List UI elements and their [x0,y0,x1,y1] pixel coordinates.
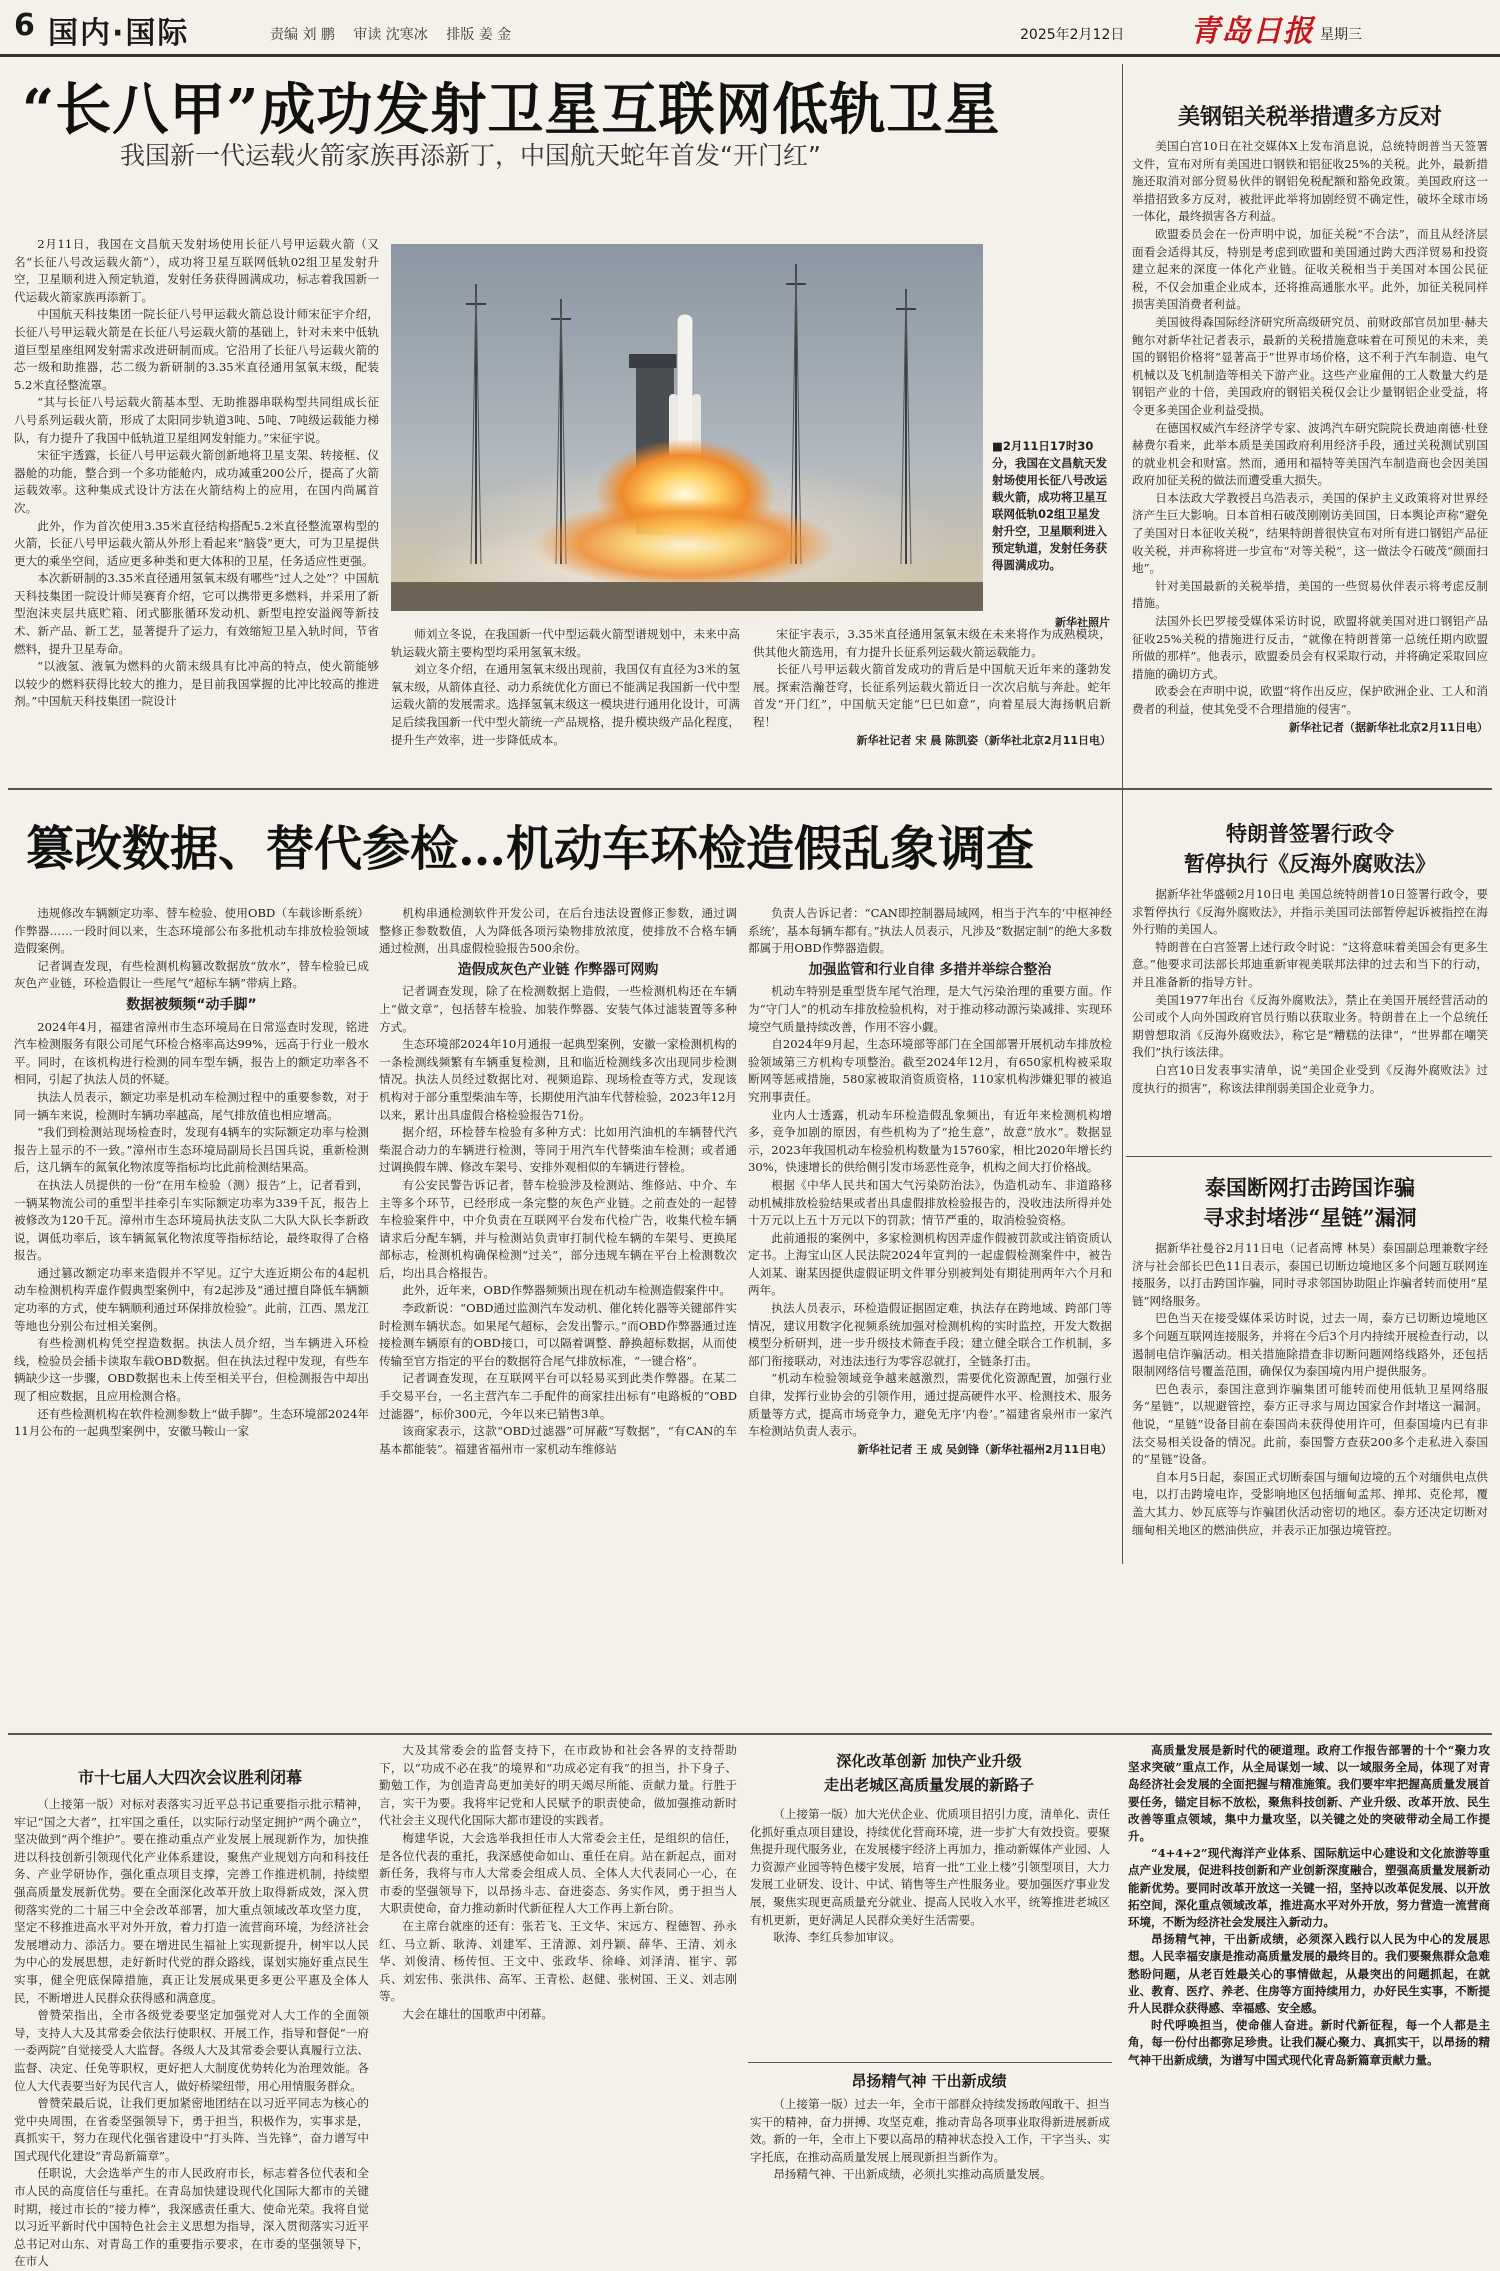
paragraph: 执法人员表示，额定功率是机动车检测过程中的重要参数，对于同一辆车来说，检测时车辆功率越高，尾气排放值也相应增高。 [14,1089,369,1122]
lead-column-3 [753,626,1111,776]
paragraph: 美国彼得森国际经济研究所高级研究员、前财政部官员加里·赫夫鲍尔对新华社记者表示，最新的关税措施意味着在可预见的未来，美国的钢铝价格将“显著高于”世界市场价格，这不利于汽车制造、电气机械以及飞机制造等相关下游产业。这些产业雇佣的工人数量大约是钢铝产业的十倍，美国政府的钢铝关税仅会让少量钢铝企业受益，将令更多美国企业利益受损。 [1132,314,1488,417]
paragraph: “4+4+2”现代海洋产业体系、国际航运中心建设和文化旅游等重点产业发展，促进科技创新和产业创新深度融合，塑强高质量发展新动能新优势。要同时改革开放这一关键一招，坚持以改革促发展、以开放拓空间，深化重点领域改革，推进高水平对外开放，努力营造一流营商环境，不断为经济社会发展注入新动力。 [1128,1846,1490,1930]
editor: 责编 刘 鹏 [270,27,335,43]
paragraph: 本次新研制的3.35米直径通用氢氧末级有哪些“过人之处”？中国航天科技集团一院设计师吴赛育介绍，它可以携带更多燃料，并采用了新型泡沫夹层共底贮箱、闭式膨胀循环发动机、新型电控安溢阀等新技术、新产品、新工艺，显著提升了运力，有效缩短卫星入轨时间，节省燃料，提升卫星寿命。 [14,571,379,656]
lead-headline: “长八甲”成功发射卫星互联网低轨卫星 [22,77,1001,143]
fcpa-headline-1: 特朗普签署行政令 [1226,821,1394,846]
congress-column-1 [14,1796,369,2269]
paragraph: 自本月5日起，泰国正式切断泰国与缅甸边境的五个对缅供电点供电，以打击跨境电诈，受影响地区包括缅甸孟邦、掸邦、克伦邦，覆盖大其力、妙瓦底等与诈骗团伙活动密切的地区。泰方还决定切断对缅甸相关地区的燃油供应，并表示正加强边境管控。 [1132,1469,1488,1537]
fcpa-headline-2: 暂停执行《反海外腐败法》 [1184,851,1436,876]
section-divider [8,1733,1492,1735]
paragraph: 此外，作为首次使用3.35米直径结构搭配5.2米直径整流罩构型的火箭，长征八号甲运载火箭从外形上看起来“脑袋”更大，可为卫星提供更大的乘坐空间，适应更多种类和更大体积的卫星，任务适应性更强。 [14,518,379,568]
paragraph: 执法人员表示，环检造假证据固定难，执法存在跨地域、跨部门等情况，建议用数字化视频系统加强对检测机构的实时监控，开发大数据模型分析研判，进一步升级技术筛查手段；建立健全联合工作机制，多部门衔接联动，对违法违行为零容忍就打，全链条打击。 [748,1301,1112,1368]
paragraph: “以液氢、液氧为燃料的火箭末级具有比冲高的特点，使火箭能够以较少的燃料获得比较大的推力，是目前我国掌握的比冲比较高的推进剂。”中国航天科技集团一院设计 [14,659,379,709]
reform-headline-1: 深化改革创新 加快产业升级 [836,1752,1022,1770]
paragraph: 刘立冬介绍，在通用氢氧末级出现前，我国仅有直径为3米的氢氧末级，从箭体直径、动力系统优化方面已不能满足我国新一代中型运载火箭的发展需求。选择氢氧末级这一模块进行通用化设计，可满足后续我国新一代中型火箭统一产品规格，提升模块级产品化程度，提升生产效率，进一步降低成本。 [391,662,740,747]
lead-column-2 [391,626,740,774]
congress-headline: 市十七届人大四次会议胜利闭幕 [77,1768,302,1787]
paragraph: 大会在雄壮的国歌声中闭幕。 [402,2006,553,2021]
paragraph: “我们到检测站现场检查时，发现有4辆车的实际额定功率与检测报告上显示的不一致。”漳州市生态环境局副局长吕国兵说，重新检测后，这几辆车的氮氧化物浓度等指标均比此前检测结果高。 [14,1125,369,1175]
column-divider [1122,64,1123,1564]
subheading: 加强监管和行业自律 多措并举综合整治 [808,961,1052,978]
photo-caption: ■2月11日17时30分，我国在文昌航天发射场使用长征八号改运载火箭，成功将卫星互联网低轨02组卫星发射升空，卫星顺利进入预定轨道，发射任务获得圆满成功。 [992,439,1107,572]
fcpa-article [1132,886,1488,1148]
paragraph: 在主席台就座的还有：张若飞、王文华、宋远方、程德智、孙永红、马立新、耿涛、刘建军、王清源、刘丹颖、薛华、王清、刘永华、刘俊清、杨传恒、王文中、张政华、徐峰、刘泽清、崔宇、郭兵、刘宏伟、张洪伟、高军、王青松、赵健、张树国、王义、刘志刚等。 [379,1918,737,2004]
tariff-article [1132,138,1488,780]
paragraph: 曾赞荣最后说，让我们更加紧密地团结在以习近平同志为核心的党中央周围，在省委坚强领导下，勇于担当，积极作为，实事求是，真抓实干，努力在现代化强省建设中“打头阵、当先锋”，奋力谱写中国式现代化建设“青岛新篇章”。 [14,2096,369,2163]
paragraph: 据新华社华盛顿2月10日电 美国总统特朗普10日签署行政令，要求暂停执行《反海外腐败法》，并指示美国司法部暂停起诉被指控在海外行贿的美国人。 [1132,887,1488,937]
thai-headline-1: 泰国断网打击跨国诈骗 [1205,1175,1415,1200]
paragraph: 法国外长巴罗接受媒体采访时说，欧盟将就美国对进口钢铝产品征收25%关税的措施进行反击，“就像在特朗普第一总统任期内欧盟所做的那样”。他表示，欧盟委员会有权采取行动，并将确定采取回应措施的确切方式。 [1132,614,1488,681]
commentary-column [1128,1742,1490,2168]
paragraph: 自2024年9月起，生态环境部等部门在全国部署开展机动车排放检验领域第三方机构专项整治。截至2024年12月，有650家机构被采取断网等惩戒措施，580家被取消资质资格，110家机构涉嫌犯罪的被追究刑事责任。 [748,1037,1112,1104]
paragraph: 违规修改车辆额定功率、替车检验、使用OBD（车载诊断系统）作弊器……一段时间以来，生态环境部公布多批机动车排放检验领域造假案例。 [14,906,369,956]
section-divider [748,2062,1112,2063]
subheading: 数据被频频“动手脚” [126,996,257,1013]
paragraph: 负责人告诉记者：“CAN即控制器局域网，相当于汽车的‘中枢神经系统’，基本每辆车都有。”执法人员表示，凡涉及“数据定制”的绝大多数都属于用OBD作弊器造假。 [748,906,1112,956]
paragraph: 梅建华说，大会选举我担任市人大常委会主任，是组织的信任，是各位代表的重托，我深感使命如山、重任在肩。站在新起点，面对新任务，我将与市人大常委会组成人员、全体人大代表同心一心，在市委的坚强领导下，以昂扬斗志、奋进姿态、务实作风，勇于担当人大职责使命，奋力推动新时代新征程人大工作再上新台阶。 [379,1830,737,1916]
masthead-logo: 青岛日报 [1190,14,1314,49]
byline: 新华社记者 王 成 吴剑锋（新华社福州2月11日电） [857,1442,1112,1456]
paragraph: 巴色当天在接受媒体采访时说，过去一周，泰方已切断边境地区多个问题互联网连接服务，并将在今后3个月内持续开展检查行动，以遏制电信诈骗活动。相关措施除措查非切断问题网络线路外，还包括限制网络信号覆盖范围，确保仅为泰国境内用户提供服务。 [1132,1311,1488,1379]
byline: 新华社记者（据新华社北京2月11日电） [1289,720,1488,734]
mid-column-2 [379,905,737,1727]
paragraph: 大及其常委会的监督支持下，在市政协和社会各界的支持帮助下，以“功成不必在我”的境界和“功成必定有我”的担当，扑下身子、勤勉工作，为创造青岛更加美好的明天竭尽所能、贡献力量。行胜于言，实干为要。我将牢记党和人民赋予的职责使命，做加强推动新时代社会主义现代化国际大都市建设的实践者。 [379,1743,737,1828]
paragraph: 根据《中华人民共和国大气污染防治法》，伪造机动车、非道路移动机械排放检验结果或者出具虚假排放检验报告的，没收违法所得并处十万元以上五十万元以下的罚款；情节严重的，取消检验资格。 [748,1177,1112,1228]
paragraph: 有些检测机构凭空捏造数据。执法人员介绍，当车辆进入环检线，检验员会插卡读取车载OBD数据。但在执法过程中发现，有些车辆缺少这一步骤，OBD数据也未上传至相关平台，但检测报告中却出现了相应数据，且应用检测合格。 [14,1336,369,1404]
paragraph: 2月11日，我国在文昌航天发射场使用长征八号甲运载火箭（又名“长征八号改运载火箭”），成功将卫星互联网低轨02组卫星发射升空，卫星顺利进入预定轨道，发射任务获得圆满成功，标志着我国新一代运载火箭家族再添新丁。 [14,237,379,304]
paragraph: 还有些检测机构在软件检测参数上“做手脚”。生态环境部2024年11月公布的一起典型案例中，安徽马鞍山一家 [14,1406,369,1439]
paragraph: 宋征宇透露，长征八号甲运载火箭创新地将卫星支架、转接框、仪器舱的功能，整合到一个多功能舱内，成功减重200公斤，提高了火箭运载效率。这种集成式设计方法在火箭结构上的应用，在国内尚属首次。 [14,448,379,515]
paragraph: 高质量发展是新时代的硬道理。政府工作报告部署的十个“聚力攻坚求突破”重点工作，从全局谋划一域、以一域服务全局，体现了对青岛经济社会发展的全面把握与精准施策。我们要牢牢把握高质量发展首要任务，锚定目标不放松，聚焦科技创新、产业升级、改革开放、民生改善等重点领域，集中力量攻坚，以关键之处的突破带动全局工作提升。 [1128,1743,1490,1844]
paragraph: 长征八号甲运载火箭首发成功的背后是中国航天近年来的蓬勃发展。探索浩瀚苍穹，长征系列运载火箭近日一次次启航与奔赴。蛇年首发“开门红”，中国航天定能“巳巳如意”，向着星辰大海扬帆启新程！ [753,662,1111,729]
photo-credit: 新华社照片 [1055,616,1110,629]
paragraph: 机动车特别是重型货车尾气治理，是大气污染治理的重要方面。作为“守门人”的机动车排放检验机构，对于推动移动源污染减排、实现环境空气质量持续改善，作用不容小觑。 [748,984,1112,1034]
section-title: 国内·国际 [48,16,190,51]
paragraph: 针对美国最新的关税举措，美国的一些贸易伙伴表示将考虑反制措施。 [1132,578,1488,611]
paragraph: 该商家表示，这款“OBD过滤器”可屏蔽“写数据”，“有CAN的车基本都能装”。福建省福州市一家机动车维修站 [379,1424,737,1456]
paragraph: 美国1977年出台《反海外腐败法》，禁止在美国开展经营活动的公司或个人向外国政府官员行贿以获取业务。特朗普在上一个总统任期曾想取消《反海外腐败法》，称它是“糟糕的法律”，“世界都在嘲笑我们”执行该法律。 [1132,992,1488,1060]
paragraph: 据介绍，环检替车检验有多种方式：比如用汽油机的车辆替代汽柴混合动力的车辆进行检测，等同于用汽车代替柴油车检测；或者通过调换假车牌、修改车架号、安排外观相似的车辆进行替检。 [379,1125,737,1175]
paragraph: 据新华社曼谷2月11日电（记者高博 林昊）泰国副总理兼数字经济与社会部长巴色11日表示，泰国已切断边境地区多个问题互联网连接服务，以打击跨国诈骗，同时寻求邻国协助阻止诈骗者转而使用“星链”网络服务。 [1132,1241,1488,1308]
paragraph: 宋征宇表示，3.35米直径通用氢氧末级在未来将作为成熟模块，供其他火箭选用，有力提升长征系列运载火箭运载能力。 [753,627,1111,659]
paragraph: 中国航天科技集团一院长征八号甲运载火箭总设计师宋征宇介绍，长征八号甲运载火箭是在长征八号运载火箭的基础上，针对未来中低轨道巨型星座组网发射需求改进研制而成。它沿用了长征八号运载火箭的芯一级和助推器，芯二级为新研制的3.35米直径通用氢氧末级，配装5.2米直径整流罩。 [14,307,379,392]
lead-subheadline: 我国新一代运载火箭家族再添新丁，中国航天蛇年首发“开门红” [120,141,821,170]
paragraph: 特朗普在白宫签署上述行政令时说：“这将意味着美国会有更多生意。”他要求司法部长邦迪重新审视美联邦法律的过去和当下的行动，并且准备新的指导方针。 [1132,939,1488,989]
reform-article [750,1806,1110,2054]
weekday: 星期三 [1320,27,1362,43]
paragraph: “机动车检验领域竞争越来越激烈，需要优化资源配置，加强行业自律，发挥行业协会的引领作用，通过提高硬件水平、检测技术、服务质量等方式，提高市场竞争力，避免无序‘内卷’。”福建省泉州市一家汽车检测站负责人表示。 [748,1371,1112,1439]
paragraph: 2024年4月，福建省漳州市生态环境局在日常巡查时发现，铭进汽车检测服务有限公司尾气环检合格率高达99%，远高于行业一般水平。同时，在该机构进行检测的同车型车辆，报告上的额定功率各不相同，引起了执法人员的怀疑。 [14,1019,369,1087]
editor-credits [270,24,525,44]
paragraph: 时代呼唤担当，使命催人奋进。新时代新征程，每一个人都是主角，每一份付出都弥足珍贵。让我们凝心聚力、真抓实干，以昂扬的精气神干出新成绩，为谱写中国式现代化青岛新篇章贡献力量。 [1128,2018,1490,2067]
issue-date: 2025年2月12日 [1020,27,1125,43]
paragraph: 曾赞荣指出，全市各级党委要坚定加强党对人大工作的全面领导，支持人大及其常委会依法行使职权、开展工作，指导和督促“一府一委两院”自觉接受人大监督。各级人大及其常委会要认真履行立法、监督、决定、任免等职权，更好把人大制度优势转化为治理效能。各位人大代表要当好为民代言人，做好桥梁纽带，用心用情服务群众。 [14,2008,369,2093]
paragraph: 巴色表示，泰国注意到诈骗集团可能转而使用低轨卫星网络服务“星链”，以规避管控，泰方正寻求与周边国家合作封堵这一漏洞。他说，“星链”设备目前在泰国尚未获得使用许可，但泰国境内已有非法交易相关设备的情况。此前，泰国警方查获200多个走私进入泰国的“星链”设备。 [1132,1381,1488,1467]
spirit-headline: 昂扬精气神 干出新成绩 [851,2072,1007,2090]
paragraph: 此外，近年来，OBD作弊器频频出现在机动车检测造假案件中。 [402,1283,731,1298]
paragraph: 欧盟委员会在一份声明中说，加征关税“不合法”，而且从经济层面看会适得其反，特别是考虑到欧盟和美国通过跨大西洋贸易和投资建立起来的深度一体化产业链。征收关税相当于美国对本国公民征税，不仅会加重企业成本，还将推高通胀水平。此外，加征关税同样损害美国消费者利益。 [1132,226,1488,312]
paragraph: 李政新说：“OBD通过监测汽车发动机、催化转化器等关键部件实时检测车辆状态。如果尾气超标，会发出警示。”而OBD作弊器通过连接检测车辆原有的OBD接口，可以隔着调整、静换超标数据，从而使传输至官方指定的平台的数据符合尾气排放标准，“一键合格”。 [379,1301,737,1368]
paragraph: 在德国权威汽车经济学专家、波鸿汽车研究院院长费迪南德·杜登赫费尔看来，此举本质是美国政府利用经济手段，通过关税测试别国的就业机会和财富。然而，通用和福特等美国汽车制造商也会因美国政府加征关税的做法而遭受重大损失。 [1132,420,1488,488]
layout-editor: 排版 姜 金 [446,27,512,43]
rocket-launch-image [391,244,983,611]
paragraph: 此前通报的案例中，多家检测机构因弄虚作假被罚款或注销资质认定书。上海宝山区人民法院2024年宣判的一起虚假检测案件中，被告人刘某、谢某因提供虚假证明文件罪分别被判处有期徒刑两年六个月和两年。 [748,1230,1112,1298]
paragraph: 美国白宫10日在社交媒体X上发布消息说，总统特朗普当天签署文件，宣布对所有美国进口钢铁和铝征收25%的关税。此外，最新措施还取消对部分贸易伙伴的钢铝免税配额和豁免政策。美国政府这一举措招致多方反对，被批评此举将加剧经贸不确定性，破坏全球市场一体化，最终损害各方利益。 [1132,139,1488,224]
paragraph: 师刘立冬说，在我国新一代中型运载火箭型谱规划中，未来中高轨运载火箭主要构型均采用氢氧末级。 [391,627,740,659]
reviewer: 审读 沈寒冰 [353,27,428,43]
paragraph: 通过篡改额定功率来造假并不罕见。辽宁大连近期公布的4起机动车检测机构弄虚作假典型案例中，有2起涉及“通过擅自降低车辆额定功率的方式，使车辆顺利通过环保排放检验”。此前，江西、黑龙江等地也分别公布过相关案例。 [14,1265,369,1333]
paragraph: 昂扬精气神、干出新成绩，必须扎实推动高质量发展。 [773,2167,1052,2182]
tariff-headline: 美钢铝关税举措遭多方反对 [1177,104,1442,130]
paragraph: 任职说，大会选举产生的市人民政府市长，标志着各位代表和全市人民的高度信任与重托。在青岛加快建设现代化国际大都市的关键时期，接过市长的“接力棒”，我深感责任重大、使命光荣。我将自觉以习近平新时代中国特色社会主义思想为指导，深入贯彻落实习近平总书记对山东、对青岛工作的重要指示要求，在市委的坚强领导下，在市人 [14,2166,369,2269]
thai-headline-2: 寻求封堵涉“星链”漏洞 [1203,1205,1417,1230]
paragraph: 记者调查发现，有些检测机构篡改数据放“放水”，替车检验已成灰色产业链，环检造假让一些尾气“超标车辆”带病上路。 [14,958,369,991]
section-divider [1126,1156,1492,1157]
section-divider [8,788,1492,790]
page-number: 6 [14,8,35,43]
thai-article [1132,1240,1488,1720]
rocket-launch-photo [391,244,983,611]
page-header [0,0,1500,57]
mid-column-1 [14,905,369,1727]
paragraph: 在执法人员提供的一份“在用车检验（测）报告”上，记者看到，一辆某物流公司的重型半挂牵引车实际额定功率为339千瓦，报告上被修改为120千瓦。漳州市生态环境局执法支队二大队大队长李新政说，调低功率后，该车辆氮氧化物浓度等指标结论，最终取得了合格报告。 [14,1177,369,1263]
paragraph: （上接第一版）对标对表落实习近平总书记重要指示批示精神，牢记“国之大者”，扛牢国之重任，以实际行动坚定拥护“两个确立”，坚决做到“两个维护”。要在推动重点产业发展上展现新作为，加快推进以科技创新引领现代化产业体系建设，聚焦产业规划方向和科技任务、产业学研协作，强化重点项目支撑，完善工作推进机制，持续塑强高质量发展新优势。要在全面深化改革开放上取得新成效，深入贯彻落实党的二十届三中全会改革部署，加大重点领域改革攻坚力度，坚定不移推进高水平对外开放，着力打造一流营商环境，为经济社会发展增动力、添活力。要在增进民生福祉上实现新提升，树牢以人民为中心的发展思想，走好新时代党的群众路线，谋划实施好重点民生实事，健全兜底保障措施，真正让发展成果更多更公平惠及全体人民，不断增进人民群众获得感和满意度。 [14,1797,369,2005]
paragraph: 昂扬精气神，干出新成绩，必须深入践行以人民为中心的发展思想。人民幸福安康是推动高质量发展的最终目的。我们要聚焦群众急难愁盼问题，从老百姓最关心的事情做起，从最突出的问题抓起，在就业、教育、医疗、养老、住房等方面持续用力，办好民生实事，不断提升人民群众获得感、幸福感、安全感。 [1128,1932,1490,2016]
paragraph: 记者调查发现，除了在检测数据上造假，一些检测机构还在车辆上“做文章”，包括替车检验、加装作弊器、安装气体过滤装置等多种方式。 [379,984,737,1034]
paragraph: 日本法政大学教授吕乌浩表示，美国的保护主义政策将对世界经济产生巨大影响。日本首相石破茂刚刚访美回国，日本舆论声称“避免了美国对日本征收关税”，结果特朗普很快宣布对所有进口钢铝产品征收关税，并声称将进一步宣布“对等关税”，这一做法令石破茂“颜面扫地”。 [1132,490,1488,576]
paragraph: 白宫10日发表事实清单，说“美国企业受到《反海外腐败法》过度执行的损害”，称该法律削弱美国企业竞争力。 [1132,1062,1488,1095]
paragraph: 机构串通检测软件开发公司，在后台违法设置修正参数，通过调整修正参数数值，人为降低各项污染物排放浓度，使排放不合格车辆通过检测，出具虚假检验报告500余份。 [379,906,737,956]
subheading: 造假成灰色产业链 作弊器可网购 [457,961,659,978]
paragraph: 耿涛、李红兵参加审议。 [773,1930,901,1945]
paragraph: “其与长征八号运载火箭基本型、无助推器串联构型共同组成长征八号系列运载火箭，形成了太阳同步轨道3吨、5吨、7吨级运载能力梯队，有力提升了我国中低轨道卫星组网发射能力。”宋征宇说。 [14,395,379,445]
paragraph: 业内人士透露，机动车环检造假乱象频出，有近年来检测机构增多，竞争加剧的原因，有些机构为了“抢生意”，故意“放水”。数据显示，2023年我国机动车检验机构数量为15760家，相比2020年增长约30%，快速增长的供给侧引发市场恶性竞争，机构之间大打价格战。 [748,1107,1112,1175]
paragraph: 欧委会在声明中说，欧盟“将作出反应，保护欧洲企业、工人和消费者的利益，使其免受不合理措施的侵害”。 [1132,684,1488,716]
paragraph: 有公安民警告诉记者，替车检验涉及检测站、维修站、中介、车主等多个环节，已经形成一条完整的灰色产业链。之前查处的一起替车检验案件中，中介负责在互联网平台发布代检广告，收集代检车辆请求后分配车辆，并与检测站负责审打制代检车辆的车架号、更换尾部标志，检测机构确保检测“过关”，部分违规车辆在平台上检测数次后，均出具合格报告。 [379,1177,737,1280]
spirit-article [750,2096,1110,2182]
paragraph: 生态环境部2024年10月通报一起典型案例，安徽一家检测机构的一条检测线频繁有车辆重复检测，且和临近检测线多次出现同步检测情况。执法人员经过数据比对、视频追踪、现场检查等方式，发现该机构对于部分重型柴油车等，长期使用汽油车代替检验，2023年12月以来，累计出具虚假合格检验报告71份。 [379,1037,737,1122]
mid-headline: 篡改数据、替代参检…机动车环检造假乱象调查 [26,821,1035,877]
lead-column-1 [14,236,379,779]
byline: 新华社记者 宋 晨 陈凯姿（新华社北京2月11日电） [856,733,1111,747]
congress-column-2 [379,1742,737,2168]
reform-headline-2: 走出老城区高质量发展的新路子 [823,1776,1034,1794]
paragraph: （上接第一版）加大光伏企业、优质项目招引力度，清单化、责任化抓好重点项目建设，持续优化营商环境，进一步扩大有效投资。要聚焦提升现代服务业，在发展楼宇经济上再加力，推动新媒体产业园、人力资源产业园等特色楼宇发展，培育一批“工业上楼”引领型项目，大力发展工业研发、设计、中试、销售等生产性服务业。要加强医疗事业发展，聚焦实现更高质量充分就业、提高人民收入水平，统筹推进老城区有机更新，更好满足人民群众美好生活需要。 [750,1807,1110,1927]
mid-column-3 [748,905,1112,1727]
paragraph: （上接第一版）过去一年，全市干部群众持续发扬敢闯敢干、担当实干的精神，奋力拼搏、攻坚克难，推动青岛各项事业取得新进展新成效。新的一年，全市上下要以高昂的精神状态投入工作，干字当头、实字托底，在推动高质量发展上展现新担当新作为。 [750,2097,1110,2164]
paragraph: 记者调查发现，在互联网平台可以轻易买到此类作弊器。在某二手交易平台，一名主营汽车二手配件的商家挂出标有“电路板的“OBD过滤器”，标价300元，今年以来已销售3单。 [379,1371,737,1421]
